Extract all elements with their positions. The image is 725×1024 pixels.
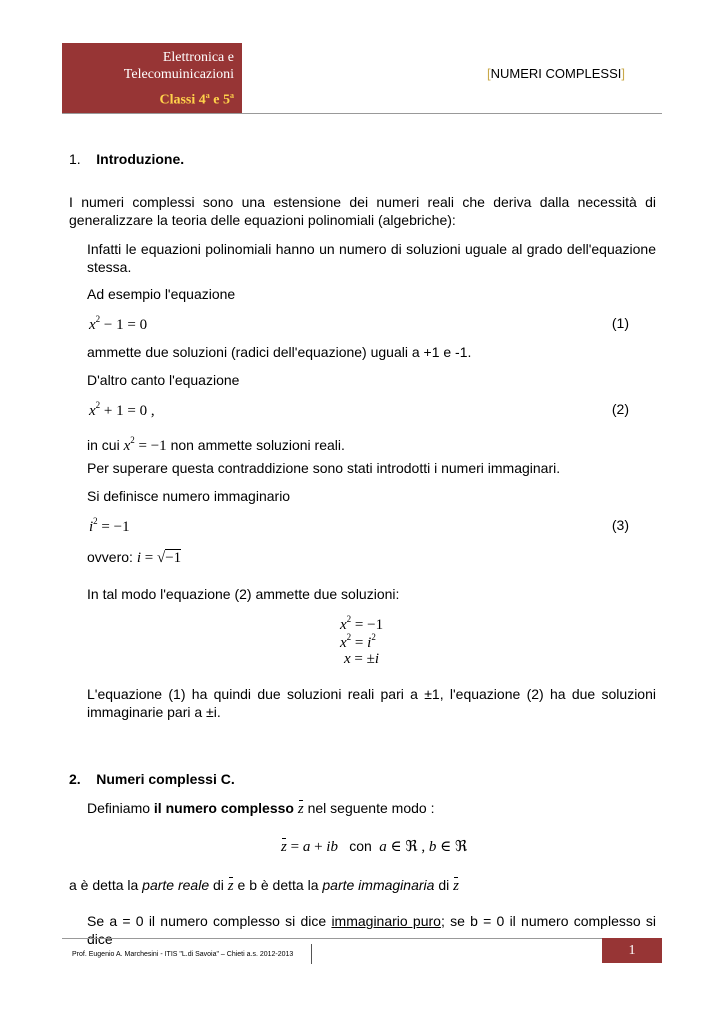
page-number: 1 bbox=[602, 938, 662, 963]
equation-3: $i^2 = -1$ bbox=[89, 516, 130, 535]
paragraph-2: Infatti le equazioni polinomiali hanno un numero di soluzioni uguale al grado dell'equazione stessa. bbox=[87, 241, 656, 275]
paragraph-5: D'altro canto l'equazione bbox=[87, 372, 240, 388]
paragraph-1: I numeri complessi sono una estensione dei numeri reali che deriva dalla necessità di generalizzare la teoria delle equazioni polinomiali (algebriche): bbox=[69, 194, 656, 228]
solution-line-3: x = ±i bbox=[344, 651, 380, 667]
paragraph-3: Ad esempio l'equazione bbox=[87, 286, 236, 302]
header-subject-line2: Telecomuinicazioni bbox=[123, 67, 234, 82]
header-title: [NUMERI COMPLESSI] bbox=[487, 66, 625, 81]
header-classes: Classi 4$^a$ e 5$^a$ bbox=[159, 91, 234, 108]
paragraph-9: ovvero: i = √−1 bbox=[87, 549, 182, 566]
equation-1: $x^2 - 1 = 0$ bbox=[89, 314, 148, 333]
paragraph-8: Si definisce numero immaginario bbox=[87, 488, 291, 504]
paragraph-11: L'equazione (1) ha quindi due soluzioni reali pari a ±1, l'equazione (2) ha due soluzioni immaginarie pari a ±i. bbox=[87, 686, 656, 720]
solution-line-2: $x^2 = i^2$ bbox=[340, 632, 376, 651]
header-box bbox=[62, 43, 242, 114]
solution-line-1: $x^2 = -1$ bbox=[340, 614, 384, 633]
parts-paragraph: a è detta la parte reale di z e b è detta la parte immaginaria di z bbox=[69, 877, 459, 894]
header-rule bbox=[62, 113, 662, 114]
complex-definition: z = a + ib con a ∈ ℜ , b ∈ ℜ bbox=[281, 838, 468, 855]
equation-2-number: (2) bbox=[611, 401, 629, 417]
footer-rule bbox=[62, 938, 662, 939]
paragraph-6: in cui $x^2 = -1$ non ammette soluzioni reali. bbox=[87, 435, 345, 454]
equation-2: $x^2 + 1 = 0$ , bbox=[89, 400, 155, 419]
equation-3-number: (3) bbox=[611, 517, 629, 533]
section1-heading: 1. Introduzione. bbox=[69, 151, 185, 167]
paragraph-10: In tal modo l'equazione (2) ammette due soluzioni: bbox=[87, 586, 400, 602]
last-paragraph: Se a = 0 il numero complesso si dice immaginario puro; se b = 0 il numero complesso si dice bbox=[87, 913, 657, 947]
paragraph-7: Per superare questa contraddizione sono stati introdotti i numeri immaginari. bbox=[87, 460, 561, 476]
footer-text: Prof. Eugenio A. Marchesini - ITIS "L.di Savoia" – Chieti a.s. 2012-2013 bbox=[72, 951, 294, 958]
equation-1-number: (1) bbox=[611, 315, 629, 331]
header-subject-line1: Elettronica e bbox=[162, 50, 234, 65]
section2-heading: 2. Numeri complessi C. bbox=[69, 771, 235, 787]
footer-divider bbox=[311, 944, 312, 964]
definition-paragraph: Definiamo il numero complesso z nel seguente modo : bbox=[87, 800, 435, 817]
paragraph-4: ammette due soluzioni (radici dell'equazione) uguali a +1 e -1. bbox=[87, 344, 472, 360]
